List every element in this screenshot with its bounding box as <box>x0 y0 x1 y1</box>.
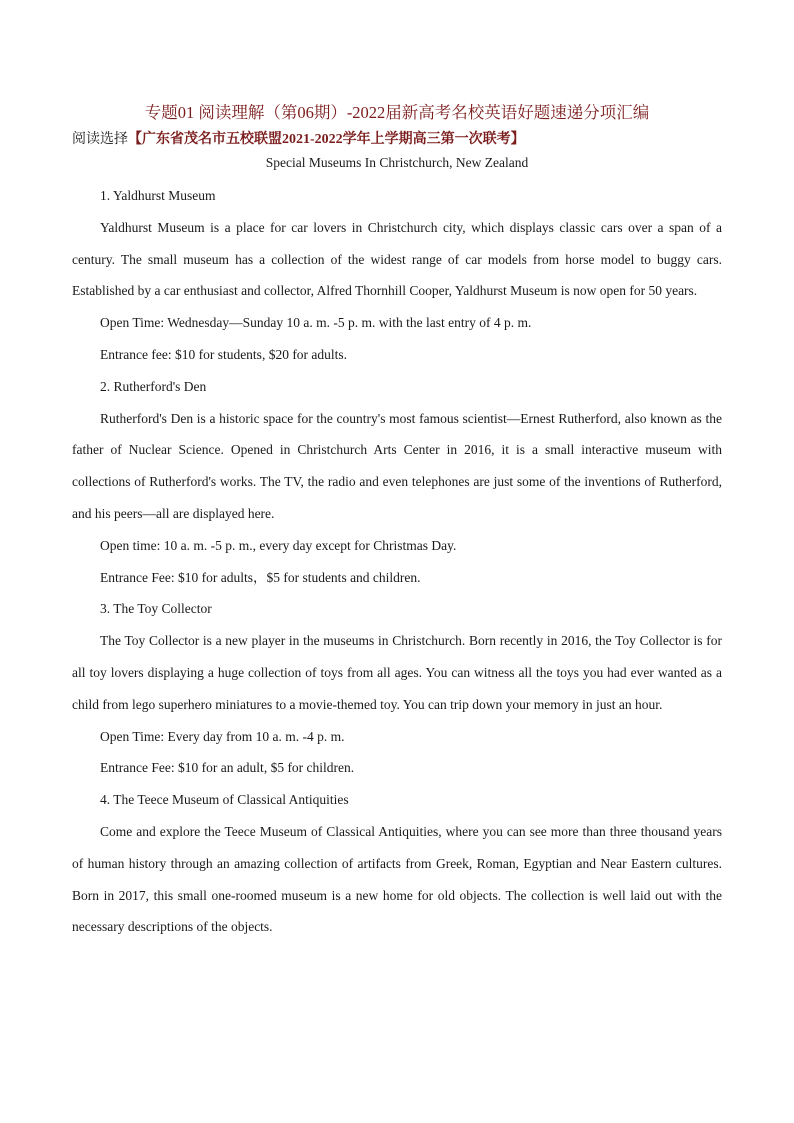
paragraph-teece: Come and explore the Teece Museum of Classical Antiquities, where you can see more than three thousand years of human history through an amazing collection of artifacts from Greek, Roman, Egyptian and Near Eastern cultures. Born in 2017, this small one-roomed museum is a new home for old objects. The collection is well laid out with the necessary descriptions of the objects. <box>72 823 722 935</box>
section-heading-rutherford: 2. Rutherford's Den <box>100 378 207 394</box>
entrance-fee-toy-collector: Entrance Fee: $10 for an adult, $5 for children. <box>100 760 355 776</box>
section-heading-toy-collector: 3. The Toy Collector <box>100 601 212 617</box>
document-title: 专题01 阅读理解（第06期）-2022届新高考名校英语好题速递分项汇编 <box>144 103 650 122</box>
source-line <box>72 128 525 148</box>
paragraph-toy-collector: The Toy Collector is a new player in the museums in Christchurch. Born recently in 2016, the Toy Collector is for all toy lovers displaying a huge collection of toys from all ages. You can witness all the toys you had ever wanted as a child from lego superhero miniatures to a movie-themed toy. You can trip down your memory in just an hour. <box>72 633 722 712</box>
paragraph-yaldhurst: Yaldhurst Museum is a place for car lovers in Christchurch city, which displays classic cars over a span of a century. The small museum has a collection of the widest range of car models from horse model to buggy cars. Established by a car enthusiast and collector, Alfred Thornhill Cooper, Yaldhurst Museum is now open for 50 years. <box>72 219 722 299</box>
entrance-fee-yaldhurst: Entrance fee: $10 for students, $20 for adults. <box>100 346 348 362</box>
source-prefix: 阅读选择 <box>72 132 128 147</box>
open-time-toy-collector: Open Time: Every day from 10 a. m. -4 p. m. <box>100 728 345 744</box>
section-heading-yaldhurst: 1. Yaldhurst Museum <box>100 188 216 203</box>
article-title: Special Museums In Christchurch, New Zealand <box>265 155 529 170</box>
open-time-rutherford: Open time: 10 a. m. -5 p. m., every day except for Christmas Day. <box>100 537 457 553</box>
paragraph-rutherford: Rutherford's Den is a historic space for the country's most famous scientist—Ernest Rutherford, also known as the father of Nuclear Science. Opened in Christchurch Arts Center in 2016, it is a small interactive museum with collections of Rutherford's works. The TV, the radio and even telephones are just some of the inventions of Rutherford, and his peers—all are displayed here. <box>72 410 722 521</box>
source-bracket: 【广东省茂名市五校联盟2021-2022学年上学期高三第一次联考】 <box>128 132 525 147</box>
article-body <box>72 180 722 943</box>
open-time-yaldhurst: Open Time: Wednesday—Sunday 10 a. m. -5 p. m. with the last entry of 4 p. m. <box>100 315 532 331</box>
entrance-fee-rutherford: Entrance Fee: $10 for adults，$5 for students and children. <box>100 569 421 585</box>
section-heading-teece: 4. The Teece Museum of Classical Antiquities <box>100 792 349 808</box>
